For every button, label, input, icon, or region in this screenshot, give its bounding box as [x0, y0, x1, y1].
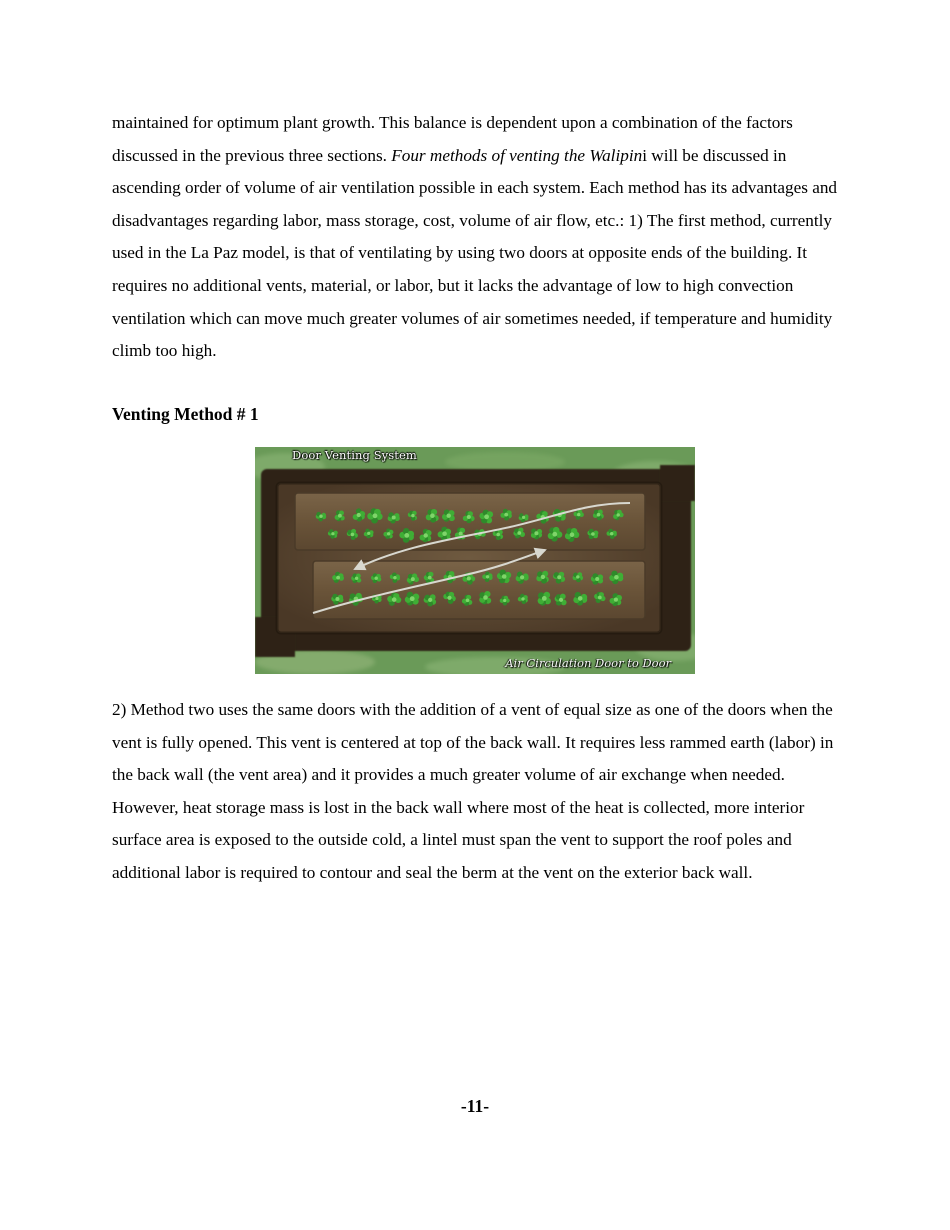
plant [591, 573, 603, 585]
figure-title: Door Venting System [292, 448, 417, 462]
door-venting-figure [255, 447, 695, 674]
section-heading: Venting Method # 1 [112, 404, 259, 424]
body-paragraph-2: 2) Method two uses the same doors with the addition of a vent of equal size as one of the doors when the vent is fully opened. This vent is centered at top of the back wall. It requires less rammed earth (labor) in the back wall (the vent area) and it provides a much greater volume of air exchange when needed. However, heat storage mass is lost in the back wall where most of the heat is collected, more interior surface area is exposed to the outside cold, a lintel must span the vent to support the roof poles and additional labor is required to contour and seal the berm at the vent on the exterior back wall. [112, 700, 834, 882]
paragraph-1-text-b: i will be discussed in ascending order of volume of air ventilation possible in each system. Each method has its advantages and disadvantages regarding labor, mass storage, cost, volume of air flow, etc.: 1) The first method, currently used in the La Paz model, is that of ventilating by using two doors at opposite ends of the building. It requires no additional vents, material, or labor, but it lacks the advantage of low to high convection ventilation which can move much greater volumes of air sometimes needed, if temperature and humidity climb too high. [112, 145, 838, 361]
plant [513, 528, 525, 539]
planting-bed-bottom [313, 561, 645, 619]
body-paragraph-1 [112, 107, 842, 368]
figure-caption: Air Circulation Door to Door [505, 656, 671, 670]
plant [351, 573, 361, 583]
door-right [660, 465, 695, 501]
plant [538, 592, 551, 606]
plant [405, 592, 420, 606]
greenhouse-diagram [255, 447, 695, 674]
paragraph-1-text-a: maintained for optimum plant growth. This balance is dependent upon a combination of the factors discussed in the previous three sections. [112, 113, 793, 165]
page-number: -11- [460, 1096, 490, 1116]
paragraph-1-italic-text: Four methods of venting the Walipin [391, 145, 643, 165]
